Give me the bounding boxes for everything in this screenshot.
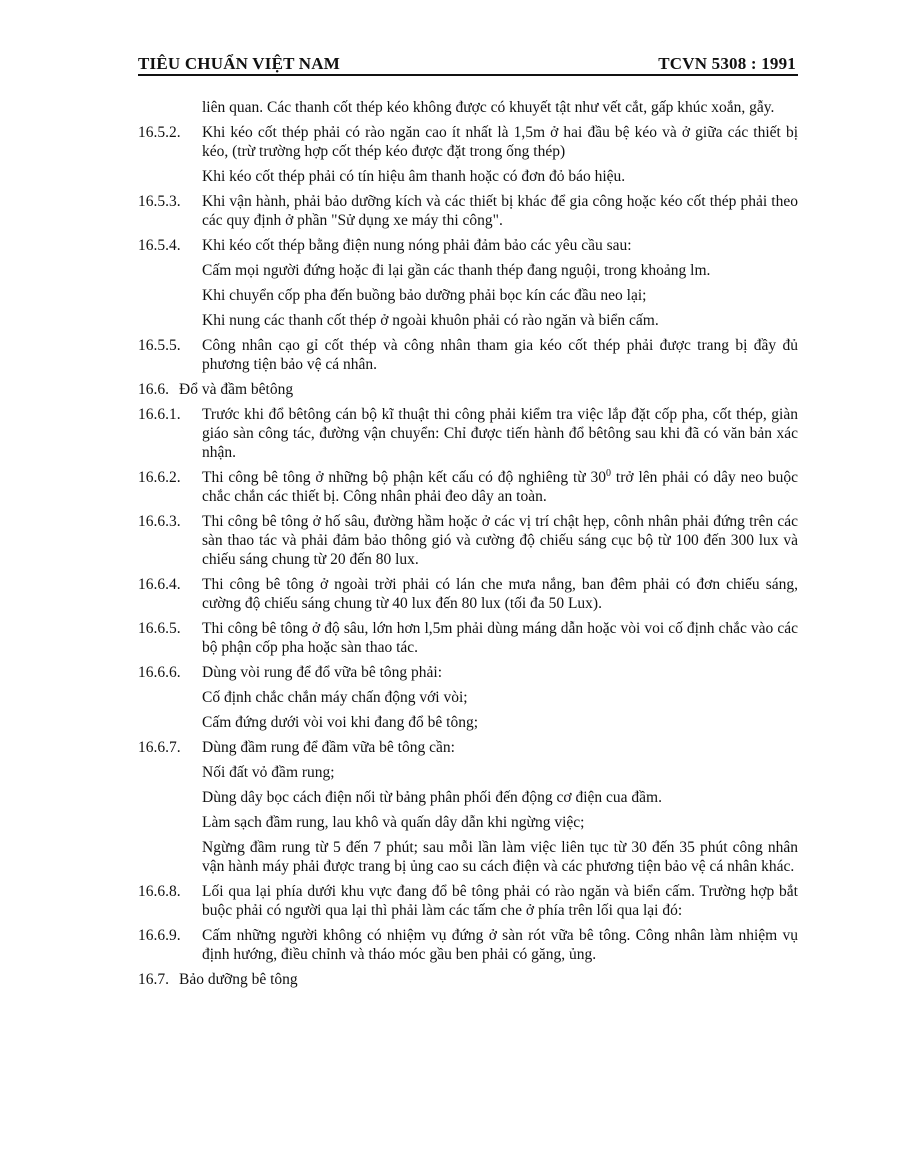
clause-number: 16.5.4. xyxy=(138,237,181,254)
section-heading xyxy=(138,970,798,989)
clause-item xyxy=(138,926,798,964)
clause-text: Khi kéo cốt thép phải có rào ngăn cao ít nhất là 1,5m ở hai đầu bệ kéo và ở giữa các thiết bị kéo, (trừ trường hợp cốt thép kéo được đặt trong ống thép) xyxy=(202,124,798,160)
clause-item xyxy=(138,236,798,255)
paragraph-continuation: Cố định chắc chắn máy chấn động với vòi; xyxy=(202,689,468,706)
clause-number: 16.6.4. xyxy=(138,576,181,593)
clause-text: Khi kéo cốt thép bằng điện nung nóng phải đảm bảo các yêu cầu sau: xyxy=(202,237,632,254)
clause-number: 16.7. xyxy=(138,971,169,988)
header-rule xyxy=(138,74,798,76)
paragraph-continuation: Dùng dây bọc cách điện nối từ bảng phân phối đến động cơ điện cua đầm. xyxy=(202,789,662,806)
paragraph-continuation: liên quan. Các thanh cốt thép kéo không được có khuyết tật như vết cắt, gấp khúc xoắn, gẫy. xyxy=(202,99,775,116)
clause-number: 16.6.9. xyxy=(138,927,181,944)
clause-number: 16.5.5. xyxy=(138,337,181,354)
clause-text: Công nhân cạo gỉ cốt thép và công nhân tham gia kéo cốt thép phải được trang bị đầy đủ phương tiện bảo vệ cá nhân. xyxy=(202,337,798,373)
header-standard-title: TIÊU CHUẨN VIỆT NAM xyxy=(138,54,341,73)
superscript: 0 xyxy=(606,467,612,479)
clause-number: 16.6.2. xyxy=(138,469,181,486)
section-heading xyxy=(138,380,798,399)
clause-item xyxy=(138,336,798,374)
clause-text: Khi vận hành, phải bảo dưỡng kích và các thiết bị khác để gia công hoặc kéo cốt thép phải theo các quy định ở phần "Sử dụng xe máy thi công". xyxy=(202,193,798,229)
paragraph-continuation: Làm sạch đầm rung, lau khô và quấn dây dẫn khi ngừng việc; xyxy=(202,814,585,831)
paragraph-continuation: Khi kéo cốt thép phải có tín hiệu âm thanh hoặc có đơn đỏ báo hiệu. xyxy=(202,168,626,185)
clause-text xyxy=(202,468,798,506)
paragraph-continuation: Ngừng đầm rung từ 5 đến 7 phút; sau mỗi lần làm việc liên tục từ 30 đến 35 phút công nhân vận hành máy phải được trang bị ủng cao su cách điện và các phương tiện bảo vệ cá nhân khác. xyxy=(202,839,798,875)
page-header xyxy=(138,46,796,74)
clause-number: 16.5.2. xyxy=(138,124,181,141)
clause-number: 16.5.3. xyxy=(138,193,181,210)
clause-text: Lối qua lại phía dưới khu vực đang đổ bê tông phải có rào ngăn và biển cấm. Trường hợp bắt buộc phải có người qua lại thì phải làm các tấm che ở phía trên lối qua lại đó: xyxy=(202,883,798,919)
clause-number: 16.6.3. xyxy=(138,513,181,530)
clause-text: Thi công bê tông ở hố sâu, đường hầm hoặc ở các vị trí chật hẹp, cônh nhân phải đứng trên các sàn thao tác và phải đảm bảo thông gió và cường độ chiếu sáng cục bộ từ 100 đến 300 lux và chiếu sáng chung từ 20 đến 80 lux. xyxy=(202,513,798,568)
clause-item xyxy=(138,405,798,462)
paragraph-continuation: Cấm mọi người đứng hoặc đi lại gần các thanh thép đang nguội, trong khoảng lm. xyxy=(202,262,711,279)
clause-number: 16.6.7. xyxy=(138,739,181,756)
clause-item xyxy=(138,512,798,569)
clause-text: Thi công bê tông ở độ sâu, lớn hơn l,5m phải dùng máng dẫn hoặc vòi voi cố định chắc vào các bộ phận cốp pha hoặc sàn thao tác. xyxy=(202,620,798,656)
clause-text-part: trở lên phải có dây neo buộc chắc chắn các thiết bị. Công nhân phải đeo dây an toàn. xyxy=(202,469,798,505)
clause-item xyxy=(138,123,798,161)
paragraph-continuation: Cấm đứng dưới vòi voi khi đang đổ bê tông; xyxy=(202,714,478,731)
clause-number: 16.6.1. xyxy=(138,406,181,423)
clause-item xyxy=(138,192,798,230)
paragraph-continuation: Khi nung các thanh cốt thép ở ngoài khuôn phải có rào ngăn và biển cấm. xyxy=(202,312,659,329)
clause-item xyxy=(138,575,798,613)
clause-item xyxy=(138,663,798,682)
document-body xyxy=(138,98,798,995)
clause-text: Dùng đầm rung để đầm vữa bê tông cần: xyxy=(202,739,455,756)
clause-text: Dùng vòi rung để đổ vữa bê tông phải: xyxy=(202,664,443,681)
clause-text: Bảo dưỡng bê tông xyxy=(179,971,298,988)
clause-text: Thi công bê tông ở ngoài trời phải có lán che mưa nắng, ban đêm phải có đơn chiếu sáng, cường độ chiếu sáng chung từ 40 lux đến 80 lux (tối đa 50 Lux). xyxy=(202,576,798,612)
clause-text: Trước khi đổ bêtông cán bộ kĩ thuật thi công phải kiểm tra việc lắp đặt cốp pha, cốt thép, giàn giáo sàn công tác, đường vận chuyển: Chỉ được tiến hành đổ bêtông sau khi đã có văn bản xác nhận. xyxy=(202,406,798,461)
paragraph-continuation: Nối đất vỏ đầm rung; xyxy=(202,764,335,781)
clause-text: Cấm những người không có nhiệm vụ đứng ở sàn rót vữa bê tông. Công nhân làm nhiệm vụ định hướng, điều chỉnh và tháo móc gầu ben phải có găng, ủng. xyxy=(202,927,798,963)
clause-number: 16.6.5. xyxy=(138,620,181,637)
clause-text: Đổ và đầm bêtông xyxy=(179,381,294,398)
clause-number: 16.6. xyxy=(138,381,169,398)
clause-item xyxy=(138,882,798,920)
clause-number: 16.6.6. xyxy=(138,664,181,681)
clause-item xyxy=(138,738,798,757)
clause-item xyxy=(138,468,798,506)
clause-text-part: Thi công bê tông ở những bộ phận kết cấu có độ nghiêng từ 30 xyxy=(202,469,607,486)
clause-number: 16.6.8. xyxy=(138,883,181,900)
clause-item xyxy=(138,619,798,657)
header-standard-code: TCVN 5308 : 1991 xyxy=(658,54,796,73)
paragraph-continuation: Khi chuyển cốp pha đến buồng bảo dưỡng phải bọc kín các đầu neo lại; xyxy=(202,287,647,304)
